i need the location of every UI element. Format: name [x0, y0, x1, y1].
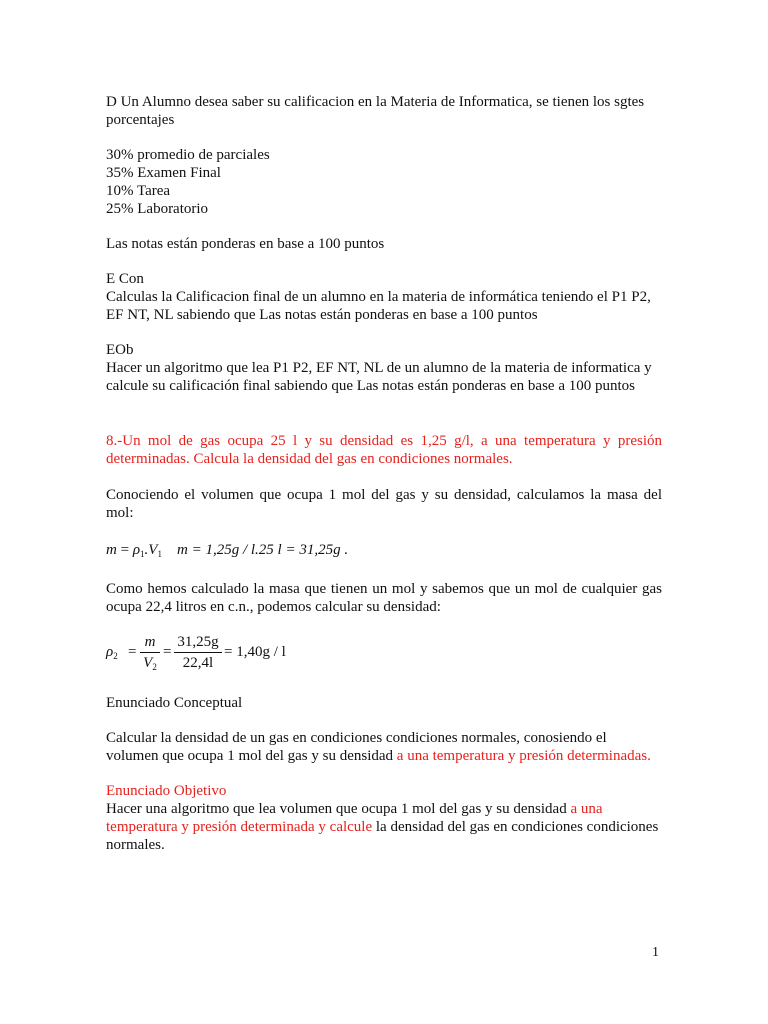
- e-con-line-2: EF NT, NL sabiendo que Las notas están ponderas en base a 100 puntos: [106, 307, 538, 323]
- formula-symbol: =: [128, 644, 137, 660]
- problem-d-line-1: D Un Alumno desea saber su calificacion en la Materia de Informatica, se tienen los sgtes: [106, 94, 645, 110]
- formula-subscript: 1: [140, 549, 145, 559]
- percentage-item: 25% Laboratorio: [106, 201, 209, 217]
- formula-symbol: =: [120, 542, 130, 558]
- objetivo-line-2: [106, 818, 658, 836]
- density-result: = 1,40g / l: [224, 644, 286, 660]
- e-ob-line-1: Hacer un algoritmo que lea P1 P2, EF NT, NL de un alumno de la materia de informatica y: [106, 360, 652, 376]
- formula-symbol: =: [163, 644, 172, 660]
- formula-subscript: 2: [152, 662, 157, 672]
- e-con-heading: E Con: [106, 271, 144, 287]
- percentage-item: 35% Examen Final: [106, 165, 221, 181]
- density-formula-lhs: [106, 643, 118, 662]
- formula-symbol: V: [143, 655, 153, 671]
- problem-d-line-2: porcentajes: [106, 112, 175, 128]
- problem-8-line-1: 8.-Un mol de gas ocupa 25 l y su densidad es 1,25 g/l, a una temperatura y presión: [106, 433, 662, 449]
- problem-8-line-2: determinadas. Calcula la densidad del gas en condiciones normales.: [106, 451, 513, 467]
- fraction-numerator: m: [144, 634, 156, 650]
- formula-symbol: .V: [144, 542, 158, 558]
- percentage-item: 30% promedio de parciales: [106, 147, 270, 163]
- conceptual-text: volumen que ocupa 1 mol del gas y su densidad: [106, 748, 394, 764]
- objetivo-highlight: a una: [570, 801, 603, 817]
- objetivo-line-1: [106, 800, 603, 818]
- objetivo-highlight: temperatura y presión determinada y calcule: [106, 819, 373, 835]
- objetivo-heading: Enunciado Objetivo: [106, 783, 227, 799]
- conceptual-line-2: [106, 747, 651, 765]
- conceptual-highlight: a una temperatura y presión determinadas.: [396, 748, 651, 764]
- formula-subscript: 1: [157, 549, 162, 559]
- e-con-line-1: Calculas la Calificacion final de un alumno en la materia de informática teniendo el P1 P2,: [106, 289, 651, 305]
- step-2-line-1: Como hemos calculado la masa que tienen un mol y sabemos que un mol de cualquier gas: [106, 581, 662, 597]
- objetivo-text: Hacer una algoritmo que lea volumen que ocupa 1 mol del gas y su densidad: [106, 801, 567, 817]
- percentage-item: 10% Tarea: [106, 183, 171, 199]
- mass-formula: [106, 541, 162, 560]
- conceptual-heading: Enunciado Conceptual: [106, 695, 243, 711]
- fraction-numerator: 31,25g: [177, 634, 219, 650]
- step-1-line-1: Conociendo el volumen que ocupa 1 mol del gas y su densidad, calculamos la masa del: [106, 487, 662, 503]
- step-2-line-2: ocupa 22,4 litros en c.n., podemos calcular su densidad:: [106, 599, 441, 615]
- objetivo-line-3: normales.: [106, 837, 165, 853]
- fraction-bar: [140, 652, 160, 653]
- fraction-denominator: 22,4l: [182, 655, 214, 671]
- e-ob-heading: EOb: [106, 342, 134, 358]
- formula-symbol: ρ: [106, 644, 114, 660]
- objetivo-text: la densidad del gas en condiciones condiciones: [375, 819, 659, 835]
- mass-calculation: m = 1,25g / l.25 l = 31,25g .: [177, 542, 349, 558]
- formula-subscript: 2: [113, 651, 118, 661]
- formula-symbol: ρ: [132, 542, 141, 558]
- page-number: 1: [652, 945, 659, 960]
- step-1-line-2: mol:: [106, 505, 134, 521]
- conceptual-line-1: Calcular la densidad de un gas en condiciones condiciones normales, conosiendo el: [106, 730, 607, 746]
- formula-symbol: m: [106, 542, 117, 558]
- fraction-denominator: [140, 654, 160, 673]
- e-ob-line-2: calcule su calificación final sabiendo que Las notas están ponderas en base a 100 puntos: [106, 378, 635, 394]
- weighting-note: Las notas están ponderas en base a 100 puntos: [106, 236, 385, 252]
- fraction-bar: [174, 652, 222, 653]
